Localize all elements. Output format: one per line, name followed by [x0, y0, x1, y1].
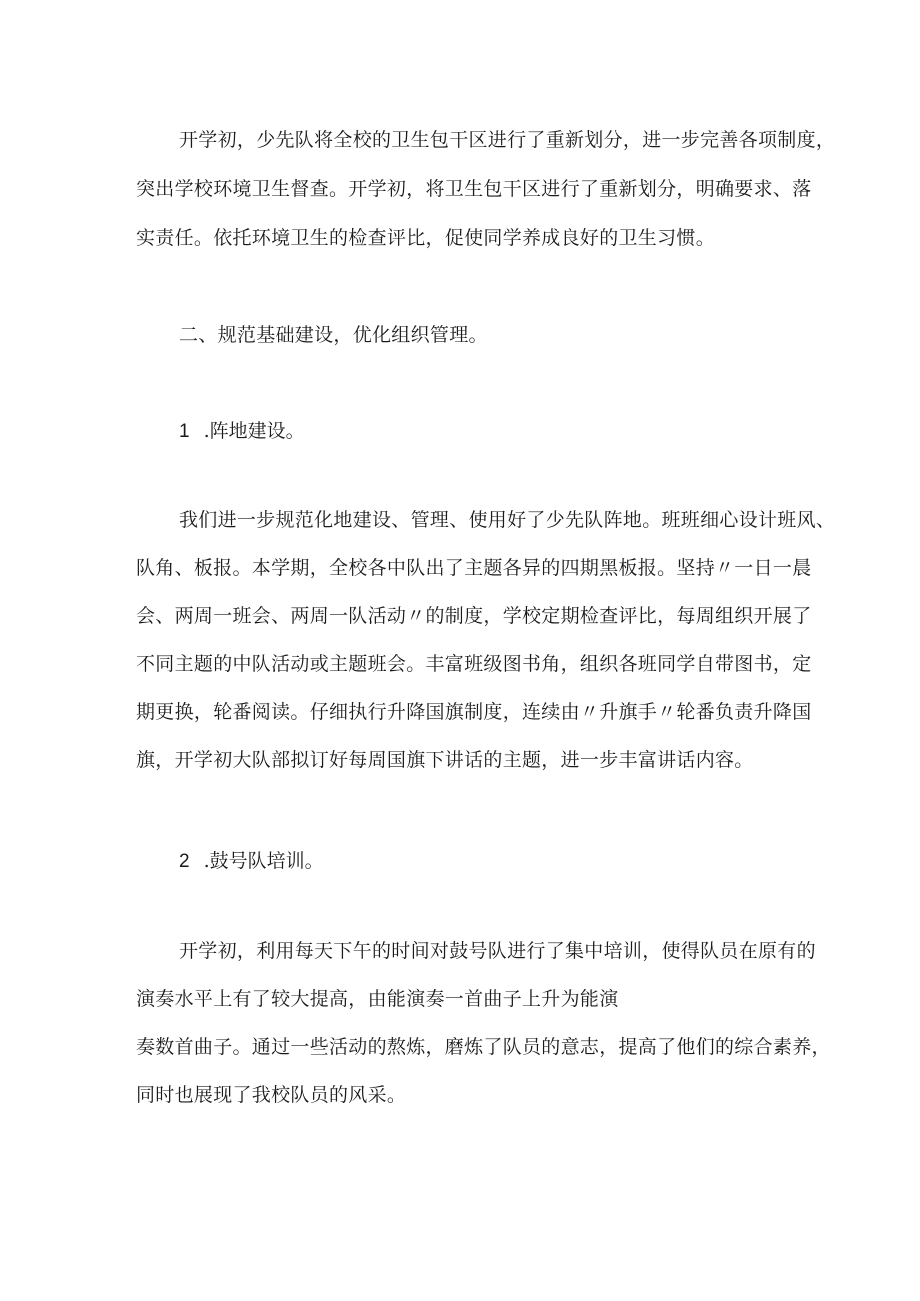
subsection-1-number: 1 [179, 421, 190, 442]
subsection-heading-2 [179, 849, 324, 874]
paragraph-1-line-1: 开学初，少先队将全校的卫生包干区进行了重新划分，进一步完善各项制度， [179, 129, 836, 151]
paragraph-1-line-3: 实责任。依托环境卫生的检查评比，促使同学养成良好的卫生习惯。 [136, 227, 716, 249]
paragraph-2-line-6: 旗，开学初大队部拟订好每周国旗下讲话的主题，进一步丰富讲话内容。 [136, 749, 754, 771]
section-heading: 二、规范基础建设，优化组织管理。 [179, 324, 488, 346]
subsection-2-number: 2 [179, 851, 190, 872]
paragraph-2-line-1: 我们进一步规范化地建设、管理、使用好了少先队阵地。班班细心设计班风、 [179, 509, 836, 531]
paragraph-2-line-3: 会、两周一班会、两周一队活动〃的制度，学校定期检查评比，每周组织开展了 [136, 605, 812, 627]
paragraph-2-line-5: 期更换，轮番阅读。仔细执行升降国旗制度，连续由〃升旗手〃轮番负责升降国 [136, 701, 812, 723]
subsection-1-title: .阵地建设。 [203, 420, 305, 442]
paragraph-3-line-1: 开学初，利用每天下午的时间对鼓号队进行了集中培训，使得队员在原有的 [179, 940, 816, 962]
paragraph-1-line-2: 突出学校环境卫生督查。开学初，将卫生包干区进行了重新划分，明确要求、落 [136, 178, 812, 200]
subsection-2-title: .鼓号队培训。 [203, 850, 324, 872]
paragraph-3-line-3: 奏数首曲子。通过一些活动的熬炼，磨炼了队员的意志，提高了他们的综合素养， [136, 1036, 831, 1058]
paragraph-3-line-4: 同时也展现了我校队员的风采。 [136, 1084, 407, 1106]
paragraph-2-line-2: 队角、板报。本学期，全校各中队出了主题各异的四期黑板报。坚持〃一日一晨 [136, 557, 812, 579]
paragraph-2-line-4: 不同主题的中队活动或主题班会。丰富班级图书角，组织各班同学自带图书，定 [136, 653, 812, 675]
paragraph-3-line-2: 演奏水平上有了较大提高，由能演奏一首曲子上升为能演 [136, 988, 619, 1010]
subsection-heading-1 [179, 419, 305, 444]
